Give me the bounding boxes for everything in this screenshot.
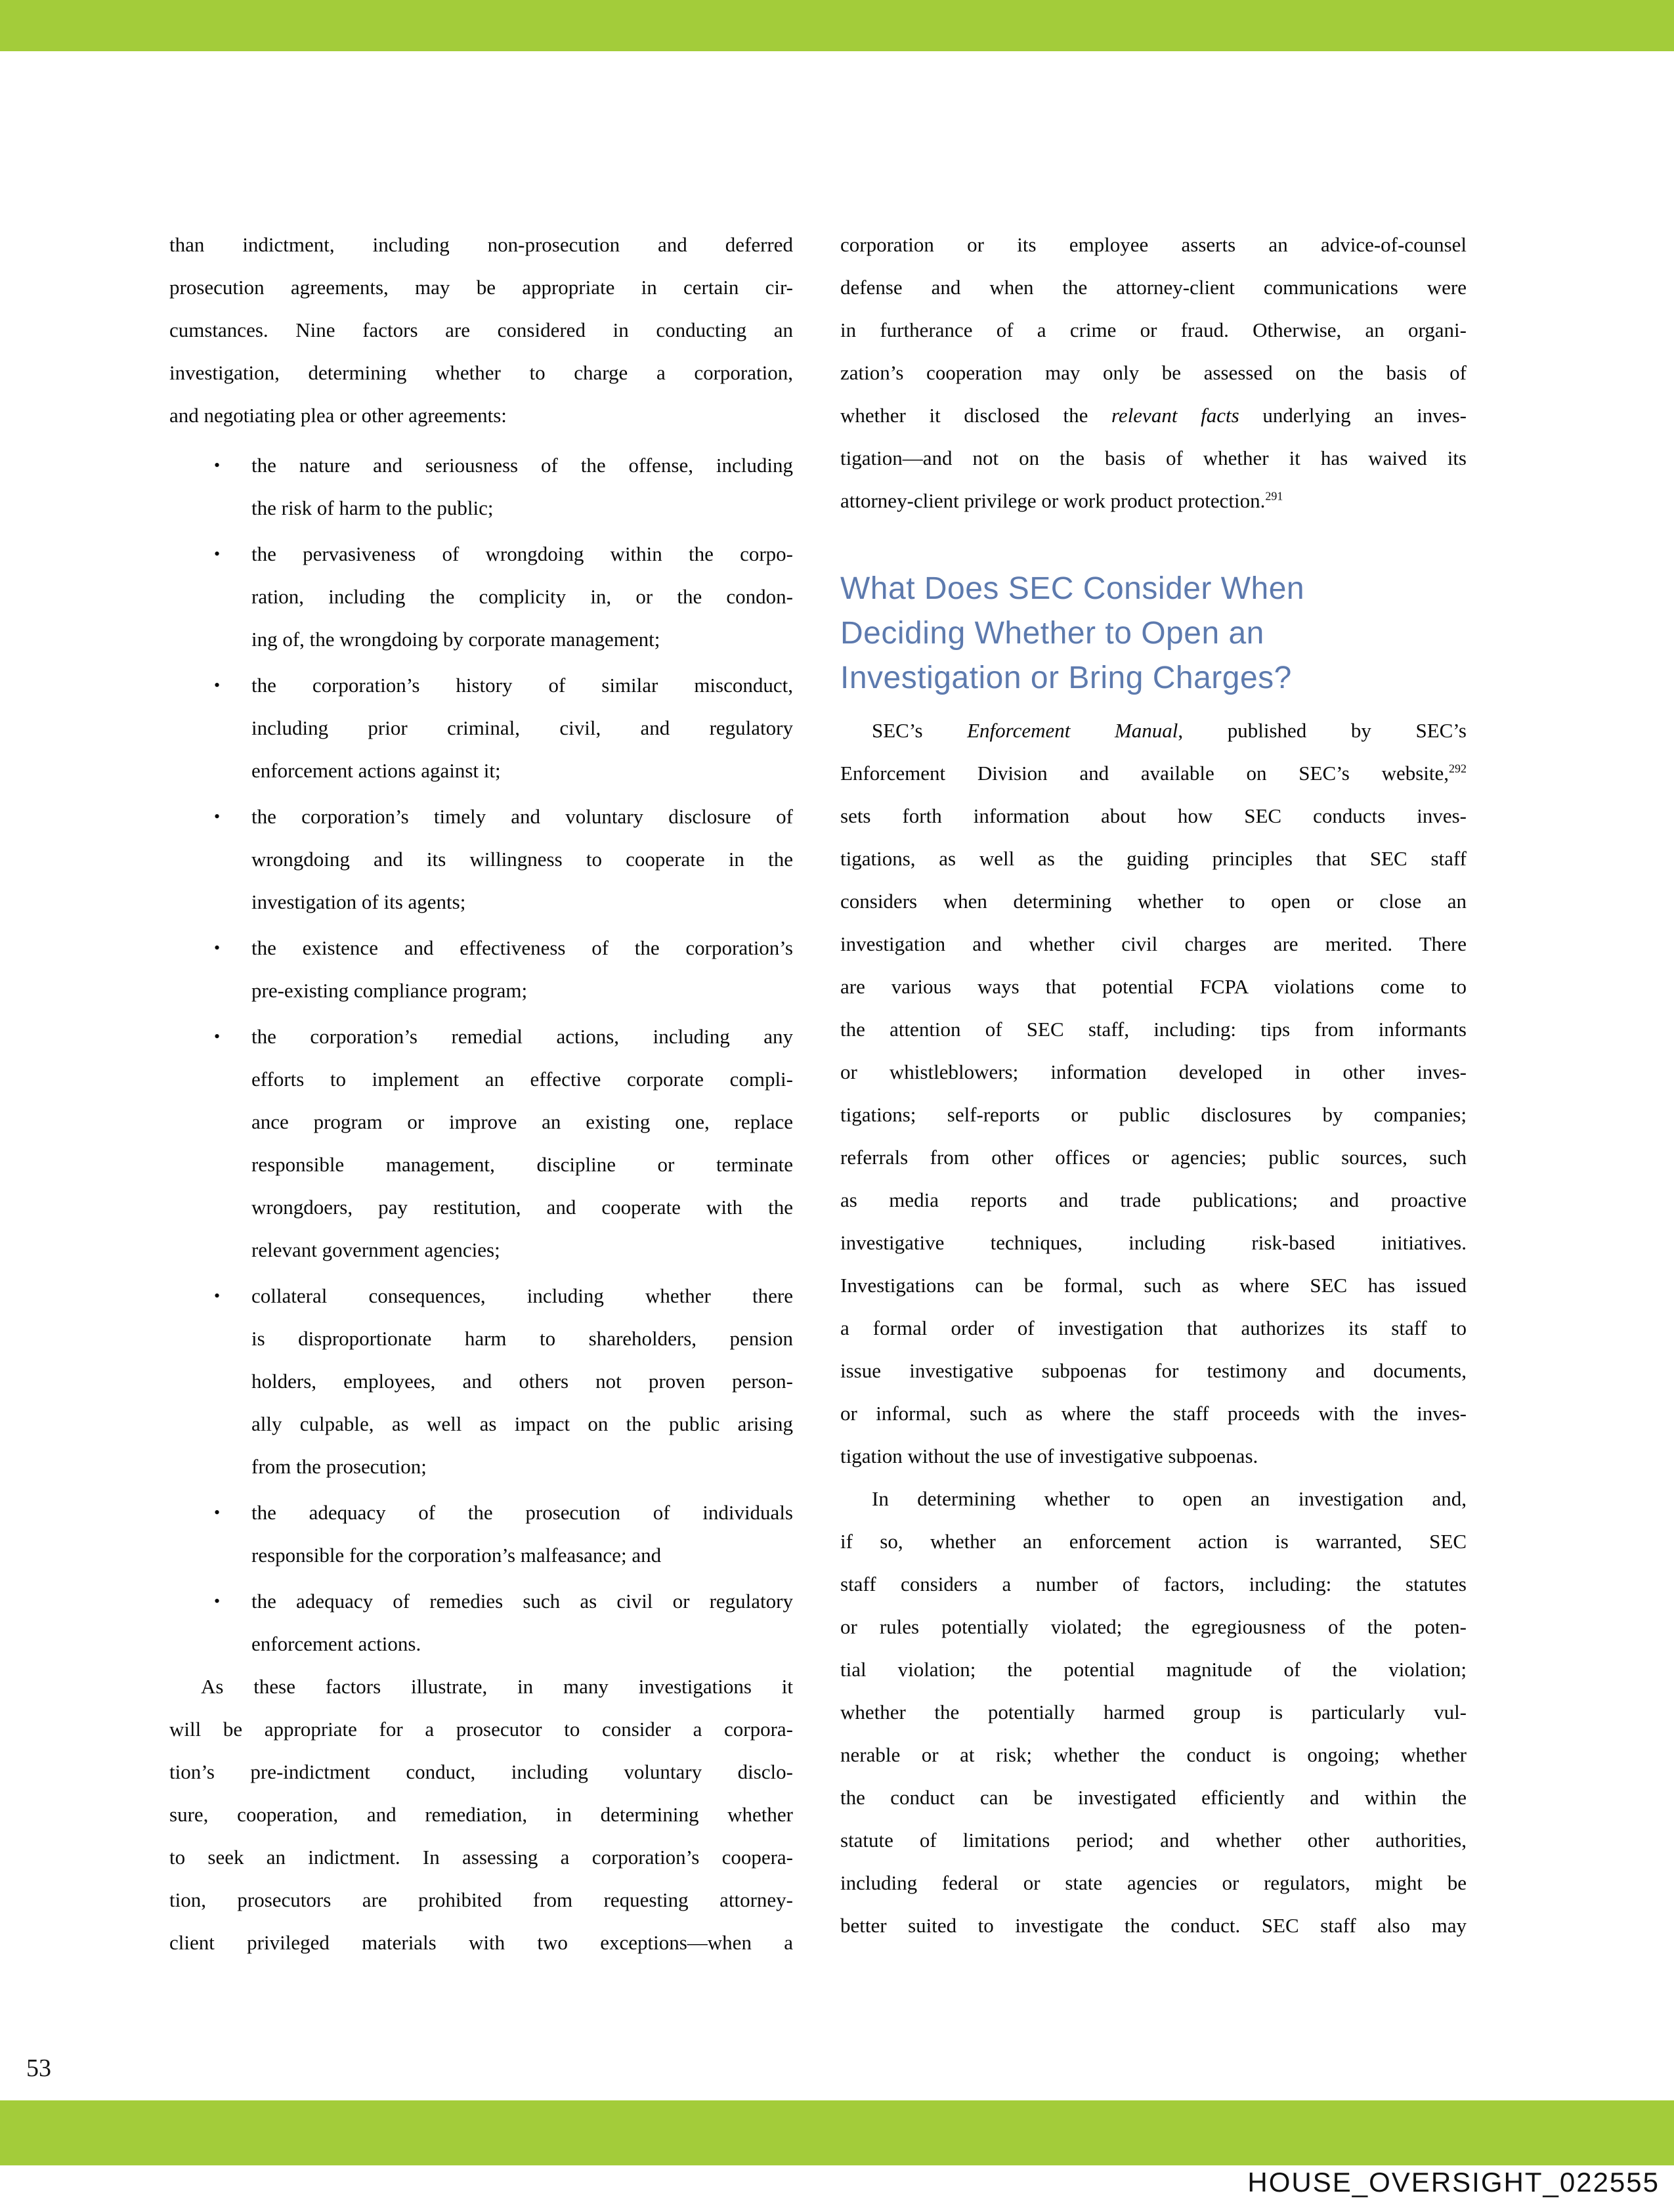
text-line: and negotiating plea or other agreements: <box>169 404 507 427</box>
text-line: tion, prosecutors are prohibited from requesting attorney- <box>169 1888 793 1911</box>
bullet-icon: • <box>214 938 221 957</box>
text-line: the adequacy of the prosecution of individuals <box>251 1501 793 1524</box>
text-line: from the prosecution; <box>251 1455 427 1478</box>
text-line: enforcement actions against it; <box>251 759 501 782</box>
text-line: better suited to investigate the conduct. SEC staff also may <box>840 1914 1467 1937</box>
page-number: 53 <box>26 2054 51 2082</box>
text-line: are various ways that potential FCPA violations come to <box>840 975 1467 998</box>
bullet-icon: • <box>214 544 221 563</box>
text-line: wrongdoing and its willingness to cooperate in the <box>251 848 793 871</box>
text-line: In determining whether to open an investigation and, <box>872 1487 1467 1510</box>
text-line: investigative techniques, including risk-based initiatives. <box>840 1231 1467 1254</box>
bullet-icon: • <box>214 1503 221 1522</box>
text-line: investigation and whether civil charges are merited. There <box>840 932 1467 955</box>
text-line: including prior criminal, civil, and regulatory <box>251 716 793 739</box>
bates-stamp: HOUSE_OVERSIGHT_022555 <box>1247 2167 1660 2198</box>
text-line: attorney-client privilege or work product protection.$^{291}$ <box>840 489 1283 512</box>
text-line: tigation without the use of investigative subpoenas. <box>840 1444 1258 1467</box>
text-line: the risk of harm to the public; <box>251 496 494 519</box>
text-line: issue investigative subpoenas for testimony and documents, <box>840 1359 1467 1382</box>
bullet-item <box>169 532 793 661</box>
text-line: as media reports and trade publications; and proactive <box>840 1188 1467 1211</box>
paragraph <box>840 709 1467 1477</box>
text-line: zation’s cooperation may only be assessed on the basis of <box>840 361 1467 384</box>
text-line: or whistleblowers; information developed in other inves- <box>840 1060 1467 1083</box>
text-line: referrals from other offices or agencies; public sources, such <box>840 1146 1467 1169</box>
text-line: or rules potentially violated; the egregiousness of the poten- <box>840 1615 1467 1638</box>
text-line: responsible for the corporation’s malfeasance; and <box>251 1544 662 1567</box>
text-line: ally culpable, as well as impact on the public arising <box>251 1412 793 1435</box>
bullet-icon: • <box>214 456 221 475</box>
text-line: tial violation; the potential magnitude of the violation; <box>840 1658 1467 1681</box>
text-line: ration, including the complicity in, or the condon- <box>251 585 793 608</box>
text-line: to seek an indictment. In assessing a corporation’s coopera- <box>169 1846 793 1869</box>
text-line: if so, whether an enforcement action is warranted, SEC <box>840 1530 1467 1553</box>
text-line: relevant government agencies; <box>251 1238 500 1261</box>
text-line: Enforcement Division and available on SEC’s website,$^{292}$ <box>840 762 1467 785</box>
text-line: sure, cooperation, and remediation, in determining whether <box>169 1803 793 1826</box>
text-line: prosecution agreements, may be appropriate in certain cir- <box>169 276 793 299</box>
bullet-item <box>169 795 793 923</box>
text-line: efforts to implement an effective corporate compli- <box>251 1068 793 1091</box>
text-line: Investigations can be formal, such as where SEC has issued <box>840 1274 1467 1297</box>
text-line: As these factors illustrate, in many investigations it <box>201 1675 793 1698</box>
text-line: statute of limitations period; and whether other authorities, <box>840 1829 1467 1852</box>
text-line: the pervasiveness of wrongdoing within the corpo- <box>251 542 793 565</box>
heading-line: What Does SEC Consider When <box>840 571 1305 606</box>
text-line: the existence and effectiveness of the corporation’s <box>251 936 793 959</box>
text-line: the nature and seriousness of the offense, including <box>251 454 793 477</box>
bottom-green-bar <box>0 2100 1674 2165</box>
heading-line: Deciding Whether to Open an <box>840 616 1264 651</box>
section-heading <box>840 567 1467 701</box>
bullet-item <box>169 1580 793 1665</box>
text-line: tigations, as well as the guiding principles that SEC staff <box>840 847 1467 870</box>
text-line: than indictment, including non-prosecution and deferred <box>169 233 793 256</box>
text-line: client privileged materials with two exceptions—when a <box>169 1931 793 1954</box>
text-line: enforcement actions. <box>251 1632 421 1655</box>
text-line: cumstances. Nine factors are considered in conducting an <box>169 318 793 341</box>
text-line: is disproportionate harm to shareholders, pension <box>251 1327 793 1350</box>
text-line: a formal order of investigation that authorizes its staff to <box>840 1316 1467 1339</box>
text-line: SEC’s Enforcement Manual, published by SEC’s <box>872 719 1467 742</box>
text-line: wrongdoers, pay restitution, and cooperate with the <box>251 1196 793 1219</box>
text-line: corporation or its employee asserts an advice-of-counsel <box>840 233 1467 256</box>
text-line: ance program or improve an existing one, replace <box>251 1110 793 1133</box>
text-line: ing of, the wrongdoing by corporate management; <box>251 628 660 651</box>
text-line: holders, employees, and others not proven person- <box>251 1370 793 1393</box>
bullet-item <box>169 664 793 792</box>
paragraph <box>840 223 1467 522</box>
text-line: whether it disclosed the relevant facts underlying an inves- <box>840 404 1467 427</box>
right-text-column <box>840 223 1467 1947</box>
text-line: considers when determining whether to open or close an <box>840 890 1467 913</box>
paragraph <box>840 1477 1467 1947</box>
text-line: the corporation’s history of similar misconduct, <box>251 674 793 697</box>
text-line: staff considers a number of factors, including: the statutes <box>840 1572 1467 1595</box>
text-line: investigation, determining whether to charge a corporation, <box>169 361 793 384</box>
text-line: or informal, such as where the staff proceeds with the inves- <box>840 1402 1467 1425</box>
bullet-item <box>169 1491 793 1576</box>
text-line: in furtherance of a crime or fraud. Otherwise, an organi- <box>840 318 1467 341</box>
bullet-icon: • <box>214 1592 221 1611</box>
text-line: whether the potentially harmed group is particularly vul- <box>840 1701 1467 1724</box>
text-line: nerable or at risk; whether the conduct is ongoing; whether <box>840 1743 1467 1766</box>
bullet-icon: • <box>214 1027 221 1046</box>
text-line: tigations; self-reports or public disclosures by companies; <box>840 1103 1467 1126</box>
text-line: the attention of SEC staff, including: tips from informants <box>840 1018 1467 1041</box>
bullet-item <box>169 1015 793 1271</box>
text-line: responsible management, discipline or terminate <box>251 1153 793 1176</box>
text-line: collateral consequences, including whether there <box>251 1284 793 1307</box>
text-line: the conduct can be investigated efficiently and within the <box>840 1786 1467 1809</box>
bullet-list <box>169 444 793 1665</box>
bullet-item <box>169 1274 793 1488</box>
bullet-icon: • <box>214 676 221 695</box>
heading-line: Investigation or Bring Charges? <box>840 661 1292 695</box>
bullet-icon: • <box>214 807 221 826</box>
bullet-item <box>169 444 793 529</box>
text-line: the adequacy of remedies such as civil or regulatory <box>251 1590 793 1613</box>
text-line: sets forth information about how SEC conducts inves- <box>840 804 1467 827</box>
text-line: defense and when the attorney-client communications were <box>840 276 1467 299</box>
bullet-item <box>169 926 793 1012</box>
text-line: investigation of its agents; <box>251 890 466 913</box>
paragraph <box>169 223 793 437</box>
text-line: tigation—and not on the basis of whether it has waived its <box>840 446 1467 469</box>
text-line: the corporation’s timely and voluntary disclosure of <box>251 805 793 828</box>
left-text-column <box>169 223 793 1964</box>
text-line: will be appropriate for a prosecutor to consider a corpora- <box>169 1718 793 1741</box>
text-line: including federal or state agencies or regulators, might be <box>840 1871 1467 1894</box>
bullet-icon: • <box>214 1286 221 1305</box>
text-line: tion’s pre-indictment conduct, including voluntary disclo- <box>169 1760 793 1783</box>
top-green-bar <box>0 0 1674 51</box>
text-line: the corporation’s remedial actions, including any <box>251 1025 793 1048</box>
paragraph <box>169 1665 793 1964</box>
text-line: pre-existing compliance program; <box>251 979 528 1002</box>
